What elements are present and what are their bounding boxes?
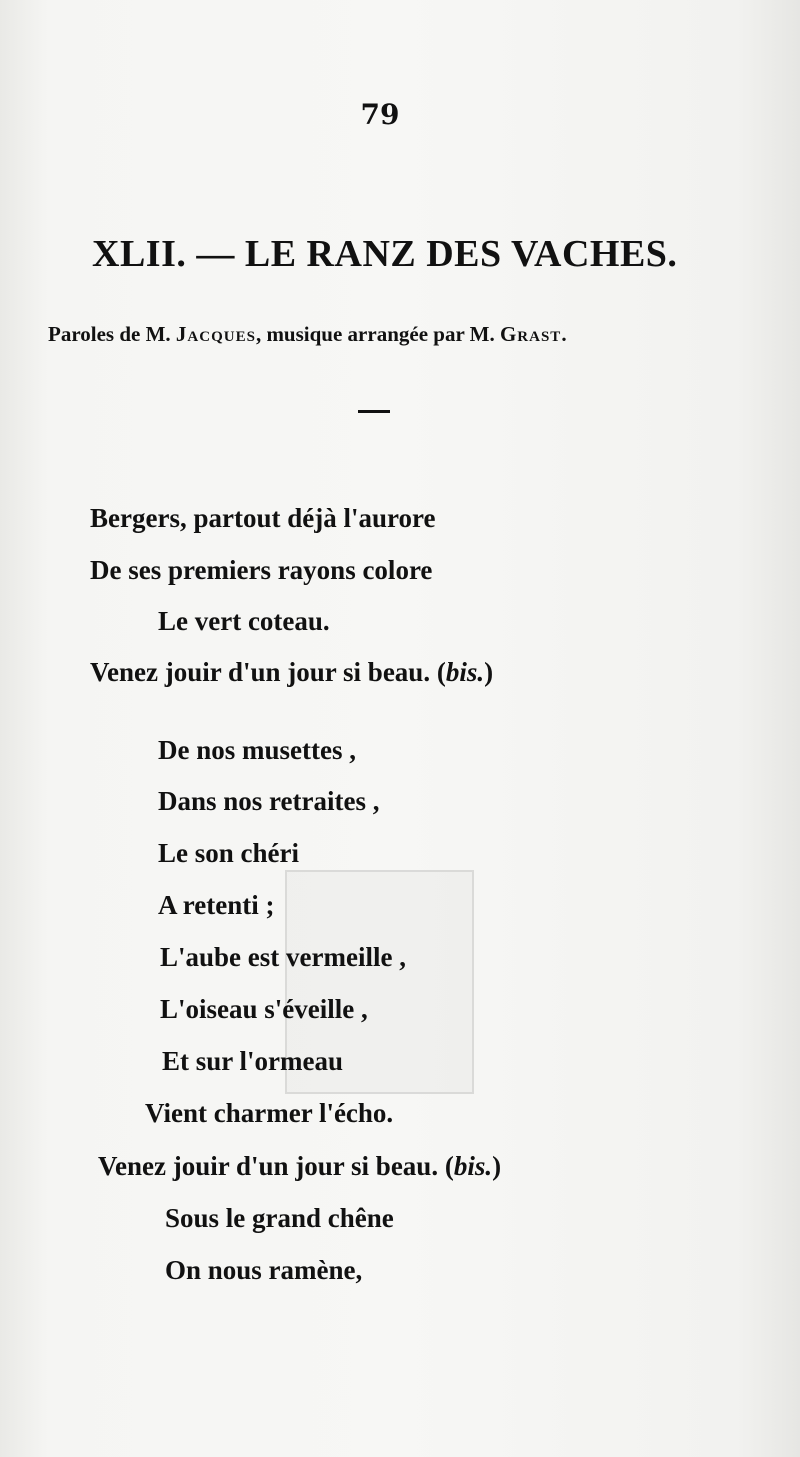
bis-marker: bis. xyxy=(445,657,485,687)
lyricist-name: Jacques xyxy=(175,322,256,346)
verse-line: Et sur l'ormeau xyxy=(162,1046,343,1076)
credits-middle: , musique arrangée par M. xyxy=(255,322,500,346)
verse-line: Sous le grand chêne xyxy=(165,1203,394,1233)
verse-line: L'oiseau s'éveille , xyxy=(160,994,368,1024)
bis-marker: bis. xyxy=(453,1151,493,1181)
verse-line: Venez jouir d'un jour si beau. (bis.) xyxy=(90,657,494,687)
arranger-name: Grast xyxy=(499,322,562,346)
verse-line: Dans nos retraites , xyxy=(158,786,380,816)
verse-line: L'aube est vermeille , xyxy=(160,942,406,972)
verse-line: Vient charmer l'écho. xyxy=(145,1098,394,1128)
song-credits xyxy=(48,322,567,347)
separator-rule xyxy=(358,410,390,413)
verse-line: On nous ramène, xyxy=(165,1255,363,1285)
verse-line: Le vert coteau. xyxy=(158,606,330,636)
verse-line: De ses premiers rayons colore xyxy=(90,555,433,585)
credits-suffix: . xyxy=(561,322,567,346)
verse-line: Bergers, partout déjà l'aurore xyxy=(90,503,436,533)
page-number: 79 xyxy=(360,98,400,131)
song-title: XLII. — LE RANZ DES VACHES. xyxy=(92,233,678,275)
verse-line: Venez jouir d'un jour si beau. (bis.) xyxy=(98,1151,502,1181)
verse-line: A retenti ; xyxy=(158,890,275,920)
verse-line: Le son chéri xyxy=(158,838,299,868)
verse-line: De nos musettes , xyxy=(158,735,356,765)
credits-prefix: Paroles de M. xyxy=(48,322,176,346)
